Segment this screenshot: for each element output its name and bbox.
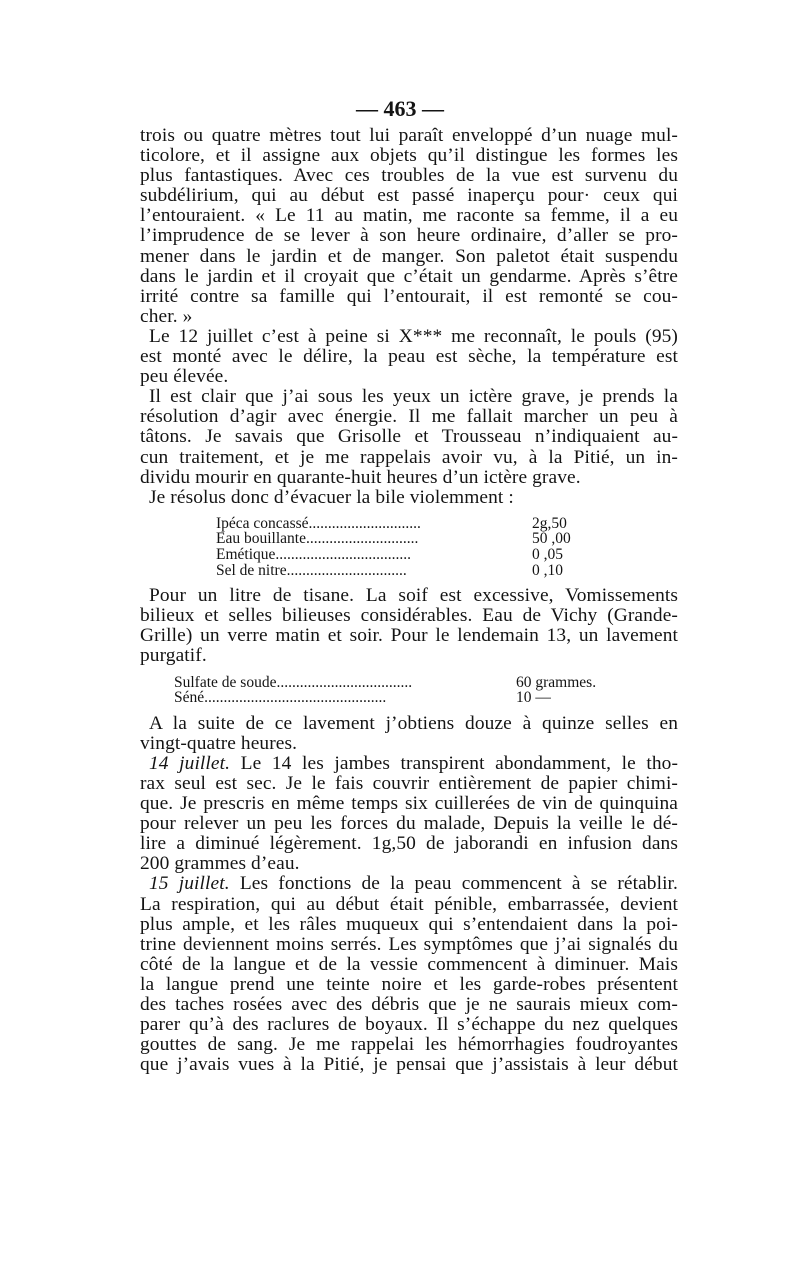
text-line: Je résolus donc d’évacuer la bile violemment : (149, 486, 514, 508)
text-line: A la suite de ce lavement j’obtiens douze à quinze selles en (149, 712, 678, 734)
text-line: 14 juillet. Le 14 les jambes transpirent abondamment, le tho- (149, 752, 678, 774)
text-line: que j’avais vues à la Pitié, je pensai que j’assistais à leur début (140, 1054, 678, 1076)
paragraph-1 (140, 126, 678, 327)
text-line: lire a diminué légèrement. 1g,50 de jaborandi en infusion dans (140, 833, 678, 855)
text-line: des taches rosées avec des débris que je ne saurais mieux com- (140, 994, 678, 1016)
text-line: Pour un litre de tisane. La soif est excessive, Vomissements (149, 585, 678, 607)
paragraph-4 (140, 488, 678, 508)
text-line: la langue prend une teinte noire et les garde-robes présentent (140, 973, 678, 995)
date-heading: 14 juillet. (149, 752, 231, 774)
text-line: est monté avec le délire, la peau est sèche, la température est (140, 346, 678, 368)
prescription-row (216, 563, 678, 579)
text-line: trine deviennent moins serrés. Les symptômes que j’ai signalés du (140, 933, 678, 955)
text-line: résolution d’agir avec énergie. Il me fallait marcher un peu à (140, 406, 678, 428)
quantity: 0 ,05 (532, 545, 563, 563)
prescription-row (216, 531, 678, 547)
page-number: — 463 — (356, 96, 444, 121)
text-line: 200 grammes d’eau. (140, 853, 300, 875)
text-line: Grille) un verre matin et soir. Pour le lendemain 13, un lavement (140, 625, 678, 647)
text-line: La respiration, qui au début était pénible, embarrassée, devient (140, 893, 678, 915)
text-line: tâtons. Je savais que Grisolle et Trousseau n’indiquaient au- (140, 426, 678, 448)
text-line: ticolore, et il assigne aux objets qu’il distingue les formes les (140, 145, 678, 167)
prescription-row (174, 675, 678, 691)
text-line: que. Je prescris en même temps six cuillerées de vin de quinquina (140, 793, 678, 815)
paragraph-6 (140, 714, 678, 754)
text-line: gouttes de sang. Je me rappelai les hémorrhagies foudroyantes (140, 1034, 678, 1056)
quantity: 50 ,00 (532, 530, 571, 548)
ingredient: Eau bouillante............................. (216, 530, 419, 548)
paragraph-5 (140, 586, 678, 666)
prescription-row (174, 690, 678, 706)
date-heading: 15 juillet. (149, 873, 230, 895)
text-line: trois ou quatre mètres tout lui paraît enveloppé d’un nuage mul- (140, 125, 678, 146)
text-line: plus fantastiques. Avec ces troubles de la vue est survenu du (140, 165, 678, 187)
paragraph-2 (140, 327, 678, 387)
paragraph-8 (140, 874, 678, 1075)
text-line: Le 12 juillet c’est à peine si X*** me reconnaît, le pouls (95) (149, 325, 678, 347)
paragraph-3 (140, 387, 678, 487)
paragraph-7 (140, 754, 678, 875)
text-line: parer qu’à des raclures de boyaux. Il s’échappe du nez quelques (140, 1014, 678, 1036)
text-line: 15 juillet. Les fonctions de la peau commencent à se rétablir. (149, 873, 678, 895)
text-line: vingt-quatre heures. (140, 732, 298, 754)
text-line: dividu mourir en quarante-huit heures d’un ictère grave. (140, 466, 581, 488)
prescription-row (216, 547, 678, 563)
ingredient: Séné............................................... (174, 689, 387, 707)
text-line: dans le jardin et il croyait que c’était un gendarme. Après s’être (140, 265, 678, 287)
text-line: l’imprudence de se lever à son heure ordinaire, d’aller se pro- (140, 225, 678, 247)
ingredient: Sulfate de soude................................... (174, 673, 413, 691)
prescription-1 (216, 516, 678, 578)
text-line: pour relever un peu les forces du malade, Depuis la veille le dé- (140, 813, 678, 835)
text-line: Il est clair que j’ai sous les yeux un ictère grave, je prends la (149, 386, 678, 408)
ingredient: Ipéca concassé............................. (216, 514, 421, 532)
quantity: 60 grammes. (516, 673, 597, 691)
text-line: peu élevée. (140, 366, 229, 388)
text-line: bilieux et selles bilieuses considérables. Eau de Vichy (Grande- (140, 605, 678, 627)
text-line: irrité contre sa famille qui l’entourait, il est remonté se cou- (140, 285, 678, 307)
text-line: cher. » (140, 305, 193, 327)
text-line: purgatif. (140, 645, 207, 667)
quantity: 10 — (516, 689, 551, 707)
text-line: subdélirium, qui au début est passé inaperçu pour· ceux qui (140, 185, 678, 207)
quantity: 2g,50 (532, 514, 567, 532)
text-line: l’entouraient. « Le 11 au matin, me raconte sa femme, il a eu (140, 205, 678, 227)
quantity: 0 ,10 (532, 561, 563, 579)
text-line: rax seul est sec. Je le fais couvrir entièrement de papier chimi- (140, 773, 678, 794)
ingredient: Emétique................................... (216, 545, 412, 563)
prescription-row (216, 516, 678, 532)
text-line: cun traitement, et je me rappelais avoir vu, à la Pitié, un in- (140, 446, 678, 468)
ingredient: Sel de nitre............................... (216, 561, 407, 579)
page-text (140, 126, 678, 1075)
text-line: côté de la langue et de la vessie commencent à diminuer. Mais (140, 953, 678, 975)
prescription-2 (174, 675, 678, 706)
text-line: mener dans le jardin et de manger. Son paletot était suspendu (140, 245, 678, 267)
text-line: plus ample, et les râles muqueux qui s’entendaient dans la poi- (140, 913, 678, 935)
